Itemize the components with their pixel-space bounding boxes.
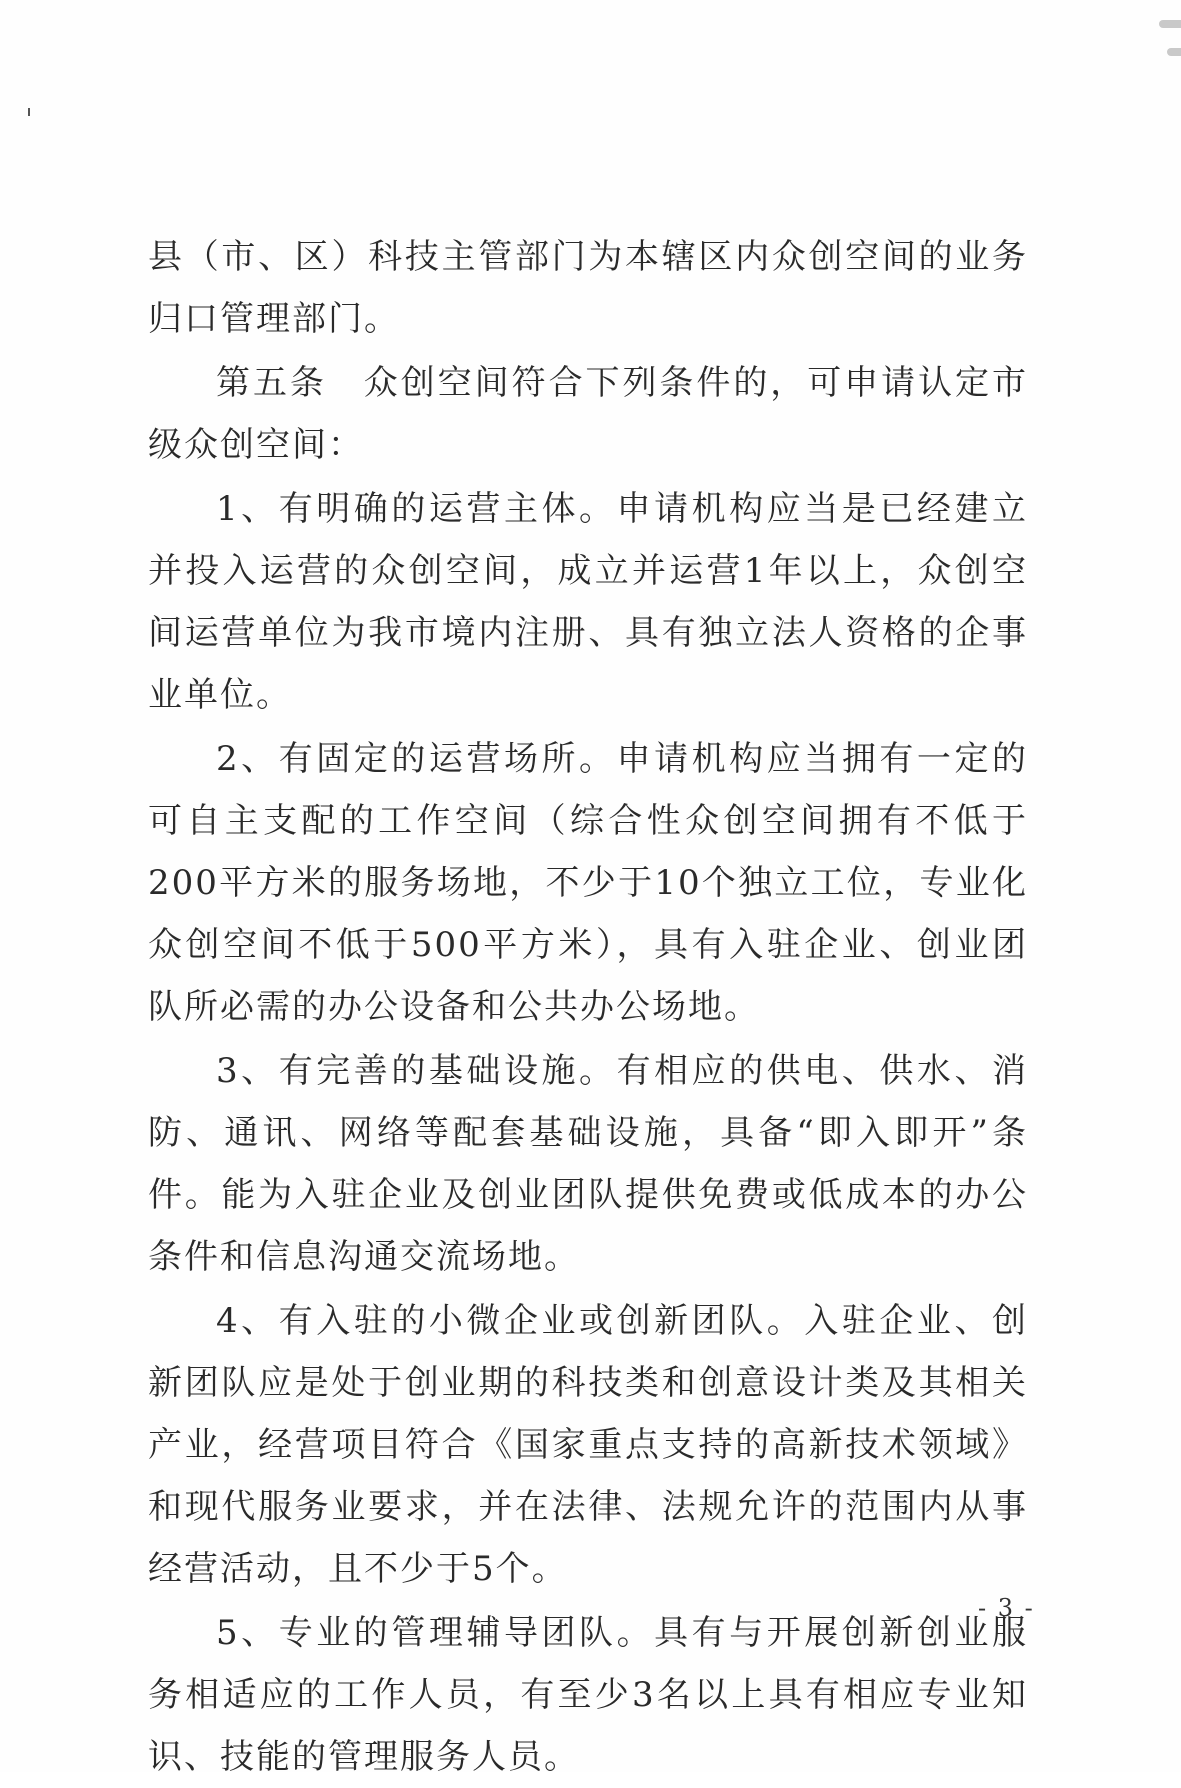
paragraph-article-5: 第五条 众创空间符合下列条件的，可申请认定市级众创空间： bbox=[148, 363, 1028, 465]
paragraph-condition-5: 5、专业的管理辅导团队。具有与开展创新创业服务相适应的工作人员，有至少3名以上具有相应专业知识、技能的管理服务人员。 bbox=[148, 1613, 1028, 1777]
scan-mark bbox=[28, 108, 30, 116]
paragraph-condition-4: 4、有入驻的小微企业或创新团队。入驻企业、创新团队应是处于创业期的科技类和创意设计类及其相关产业，经营项目符合《国家重点支持的高新技术领域》和现代服务业要求，并在法律、法规允许的范围内从事经营活动，且不少于5个。 bbox=[148, 1301, 1028, 1589]
paragraph-continuation: 县（市、区）科技主管部门为本辖区内众创空间的业务归口管理部门。 bbox=[148, 237, 1028, 339]
paragraph-condition-3: 3、有完善的基础设施。有相应的供电、供水、消防、通讯、网络等配套基础设施，具备“即入即开”条件。能为入驻企业及创业团队提供免费或低成本的办公条件和信息沟通交流场地。 bbox=[148, 1051, 1028, 1277]
paragraph-condition-2: 2、有固定的运营场所。申请机构应当拥有一定的可自主支配的工作空间（综合性众创空间拥有不低于200平方米的服务场地，不少于10个独立工位，专业化众创空间不低于500平方米），具有入驻企业、创业团队所必需的办公设备和公共办公场地。 bbox=[148, 739, 1028, 1027]
binding-hole-mark bbox=[1159, 20, 1181, 28]
document-body bbox=[148, 226, 1028, 1788]
paragraph-condition-1: 1、有明确的运营主体。申请机构应当是已经建立并投入运营的众创空间，成立并运营1年以上，众创空间运营单位为我市境内注册、具有独立法人资格的企事业单位。 bbox=[148, 489, 1028, 715]
page-number: - 3 - bbox=[978, 1594, 1035, 1622]
binding-hole-mark bbox=[1167, 48, 1181, 56]
